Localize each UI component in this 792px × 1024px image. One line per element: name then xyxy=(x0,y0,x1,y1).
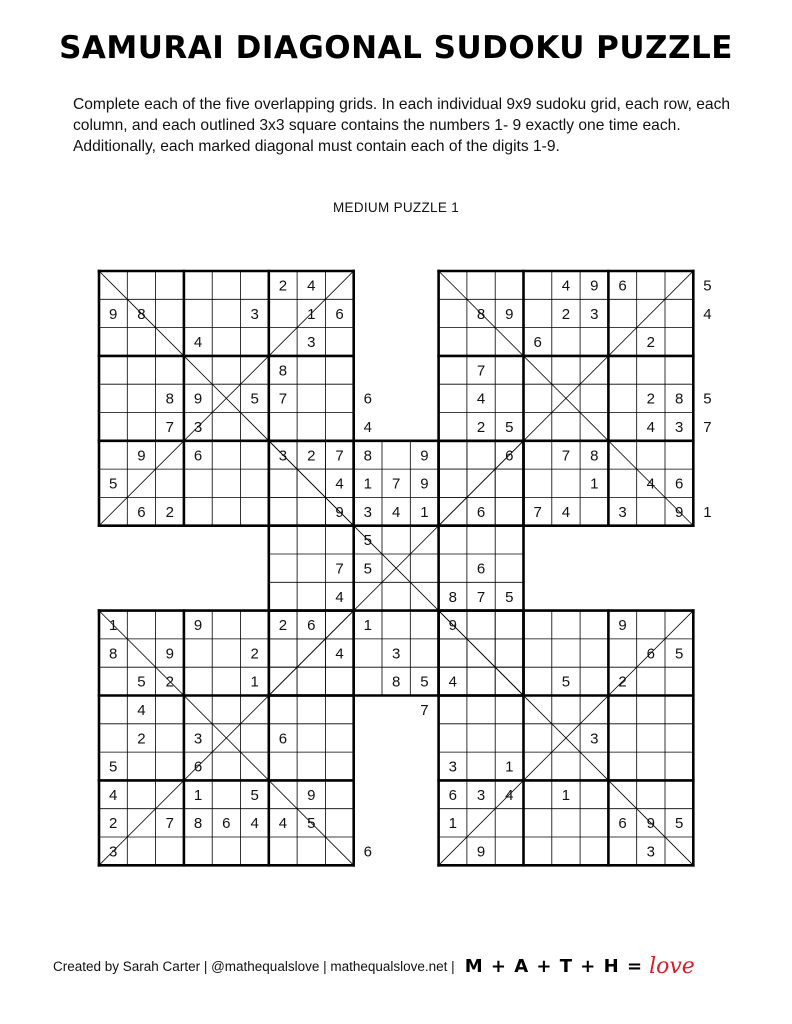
given-digit: 8 xyxy=(137,305,146,323)
given-digit: 2 xyxy=(108,815,118,833)
given-digit: 4 xyxy=(561,277,571,295)
given-digit: 7 xyxy=(165,815,174,833)
given-digit: 9 xyxy=(420,447,429,465)
given-digit: 7 xyxy=(278,390,288,408)
given-digit: 2 xyxy=(165,673,174,691)
given-digit: 3 xyxy=(590,305,599,323)
given-digit: 3 xyxy=(363,503,373,521)
page-title: SAMURAI DIAGONAL SUDOKU PUZZLE xyxy=(59,30,733,66)
given-digit: 3 xyxy=(646,843,656,861)
given-digit: 3 xyxy=(618,503,627,521)
given-digit: 9 xyxy=(335,503,344,521)
given-digit: 3 xyxy=(307,334,316,352)
given-digit: 6 xyxy=(646,645,656,663)
given-digit: 7 xyxy=(335,447,344,465)
given-digit: 6 xyxy=(505,447,514,465)
math-equals-logo: M + A + T + H = xyxy=(464,955,644,977)
given-digit: 2 xyxy=(307,447,316,465)
given-digit: 3 xyxy=(108,843,118,861)
given-digit: 7 xyxy=(476,362,486,380)
given-digit: 7 xyxy=(533,503,542,521)
given-digit: 6 xyxy=(307,617,316,635)
given-digit: 7 xyxy=(476,588,486,606)
given-digit: 1 xyxy=(108,617,118,635)
given-digit: 5 xyxy=(561,673,571,691)
given-digit: 4 xyxy=(335,645,344,663)
given-digit: 4 xyxy=(476,390,486,408)
given-digit: 4 xyxy=(363,418,373,436)
footer xyxy=(53,951,695,981)
love-logo: love xyxy=(649,953,695,979)
given-digit: 4 xyxy=(250,815,259,833)
given-digit: 4 xyxy=(278,815,288,833)
given-digit: 4 xyxy=(561,503,571,521)
given-digit: 2 xyxy=(476,418,486,436)
given-digit: 8 xyxy=(476,305,486,323)
given-digit: 6 xyxy=(193,447,203,465)
given-digit: 2 xyxy=(165,503,174,521)
given-digit: 7 xyxy=(703,418,712,436)
given-digit: 9 xyxy=(137,447,146,465)
given-digit: 9 xyxy=(590,277,599,295)
given-digit: 9 xyxy=(476,843,486,861)
given-digit: 5 xyxy=(420,673,429,691)
given-digit: 3 xyxy=(193,418,203,436)
given-digit: 6 xyxy=(222,815,231,833)
given-digit: 7 xyxy=(420,701,429,719)
given-digit: 6 xyxy=(193,758,203,776)
given-digit: 4 xyxy=(391,503,401,521)
given-digit: 7 xyxy=(561,447,571,465)
footer-credit: Created by Sarah Carter | @mathequalslove | mathequalslove.net | xyxy=(53,958,455,974)
given-digit: 4 xyxy=(307,277,316,295)
given-digit: 5 xyxy=(505,418,514,436)
given-digit: 2 xyxy=(278,277,288,295)
given-digit: 3 xyxy=(448,758,457,776)
given-digit: 1 xyxy=(590,475,599,493)
given-digit: 8 xyxy=(278,362,288,380)
instructions-text: Complete each of the five overlapping grids. In each individual 9x9 sudoku grid, each row, each column, and each outlined 3x3 square contains the numbers 1- 9 exactly one time each. Additionally, each marked diagonal must contain each of the digits 1-9. xyxy=(73,96,731,155)
given-digit: 1 xyxy=(363,617,373,635)
given-digit: 6 xyxy=(363,843,373,861)
given-digit: 3 xyxy=(391,645,401,663)
given-digit: 9 xyxy=(193,617,203,635)
given-digit: 6 xyxy=(476,503,486,521)
given-digit: 5 xyxy=(363,532,373,550)
given-digit: 2 xyxy=(618,673,627,691)
given-digit: 2 xyxy=(250,645,259,663)
given-digit: 4 xyxy=(335,588,344,606)
given-digit: 2 xyxy=(646,334,656,352)
given-digit: 5 xyxy=(363,560,373,578)
given-digit: 1 xyxy=(703,503,712,521)
given-digit: 6 xyxy=(618,815,627,833)
given-digit: 5 xyxy=(137,673,146,691)
given-digit: 1 xyxy=(561,786,571,804)
given-digit: 1 xyxy=(250,673,259,691)
given-digit: 4 xyxy=(703,305,712,323)
given-digit: 9 xyxy=(646,815,656,833)
given-digit: 5 xyxy=(703,390,712,408)
given-digit: 9 xyxy=(618,617,627,635)
given-digit: 4 xyxy=(193,334,203,352)
given-digit: 1 xyxy=(193,786,203,804)
given-digit: 9 xyxy=(108,305,118,323)
given-digit: 8 xyxy=(674,390,684,408)
given-digit: 8 xyxy=(448,588,457,606)
given-digit: 1 xyxy=(505,758,514,776)
given-digit: 4 xyxy=(137,701,146,719)
given-digit: 3 xyxy=(476,786,486,804)
given-digit: 4 xyxy=(108,786,118,804)
given-digit: 8 xyxy=(165,390,174,408)
given-digit: 5 xyxy=(250,786,259,804)
given-digit: 7 xyxy=(165,418,174,436)
given-digit: 5 xyxy=(108,475,118,493)
given-digit: 6 xyxy=(476,560,486,578)
given-digit: 6 xyxy=(335,305,344,323)
given-digit: 2 xyxy=(137,730,146,748)
given-digit: 5 xyxy=(505,588,514,606)
given-digit: 8 xyxy=(108,645,118,663)
given-digit: 1 xyxy=(307,305,316,323)
given-digit: 9 xyxy=(448,617,457,635)
given-digit: 9 xyxy=(307,786,316,804)
given-digit: 9 xyxy=(674,503,684,521)
given-digit: 6 xyxy=(137,503,146,521)
given-digit: 2 xyxy=(646,390,656,408)
given-digit: 8 xyxy=(363,447,373,465)
given-digit: 4 xyxy=(646,418,656,436)
given-digit: 4 xyxy=(505,786,514,804)
given-digit: 5 xyxy=(307,815,316,833)
given-digit: 6 xyxy=(278,730,288,748)
given-digit: 3 xyxy=(193,730,203,748)
given-digit: 9 xyxy=(193,390,203,408)
given-digit: 6 xyxy=(533,334,542,352)
given-digit: 1 xyxy=(420,503,429,521)
given-digit: 5 xyxy=(674,645,684,663)
given-digit: 2 xyxy=(561,305,571,323)
given-digit: 8 xyxy=(391,673,401,691)
given-digit: 1 xyxy=(363,475,373,493)
given-digit: 6 xyxy=(674,475,684,493)
given-digit: 9 xyxy=(420,475,429,493)
given-digit: 6 xyxy=(618,277,627,295)
given-digit: 7 xyxy=(335,560,344,578)
given-digit: 6 xyxy=(448,786,457,804)
given-digit: 5 xyxy=(703,277,712,295)
given-digit: 4 xyxy=(335,475,344,493)
given-digit: 6 xyxy=(363,390,373,408)
given-digit: 3 xyxy=(278,447,288,465)
given-digit: 1 xyxy=(448,815,457,833)
given-digit: 5 xyxy=(250,390,259,408)
given-digit: 3 xyxy=(674,418,684,436)
given-digit: 5 xyxy=(108,758,118,776)
given-digit: 9 xyxy=(165,645,174,663)
given-digit: 5 xyxy=(674,815,684,833)
given-digit: 4 xyxy=(646,475,656,493)
given-digit: 7 xyxy=(391,475,401,493)
given-digit: 2 xyxy=(278,617,288,635)
given-digit: 4 xyxy=(448,673,457,691)
given-digit: 9 xyxy=(505,305,514,323)
given-digit: 8 xyxy=(193,815,203,833)
given-digit: 3 xyxy=(250,305,259,323)
puzzle-subtitle: MEDIUM PUZZLE 1 xyxy=(332,200,459,215)
given-digit: 3 xyxy=(590,730,599,748)
given-digit: 8 xyxy=(590,447,599,465)
